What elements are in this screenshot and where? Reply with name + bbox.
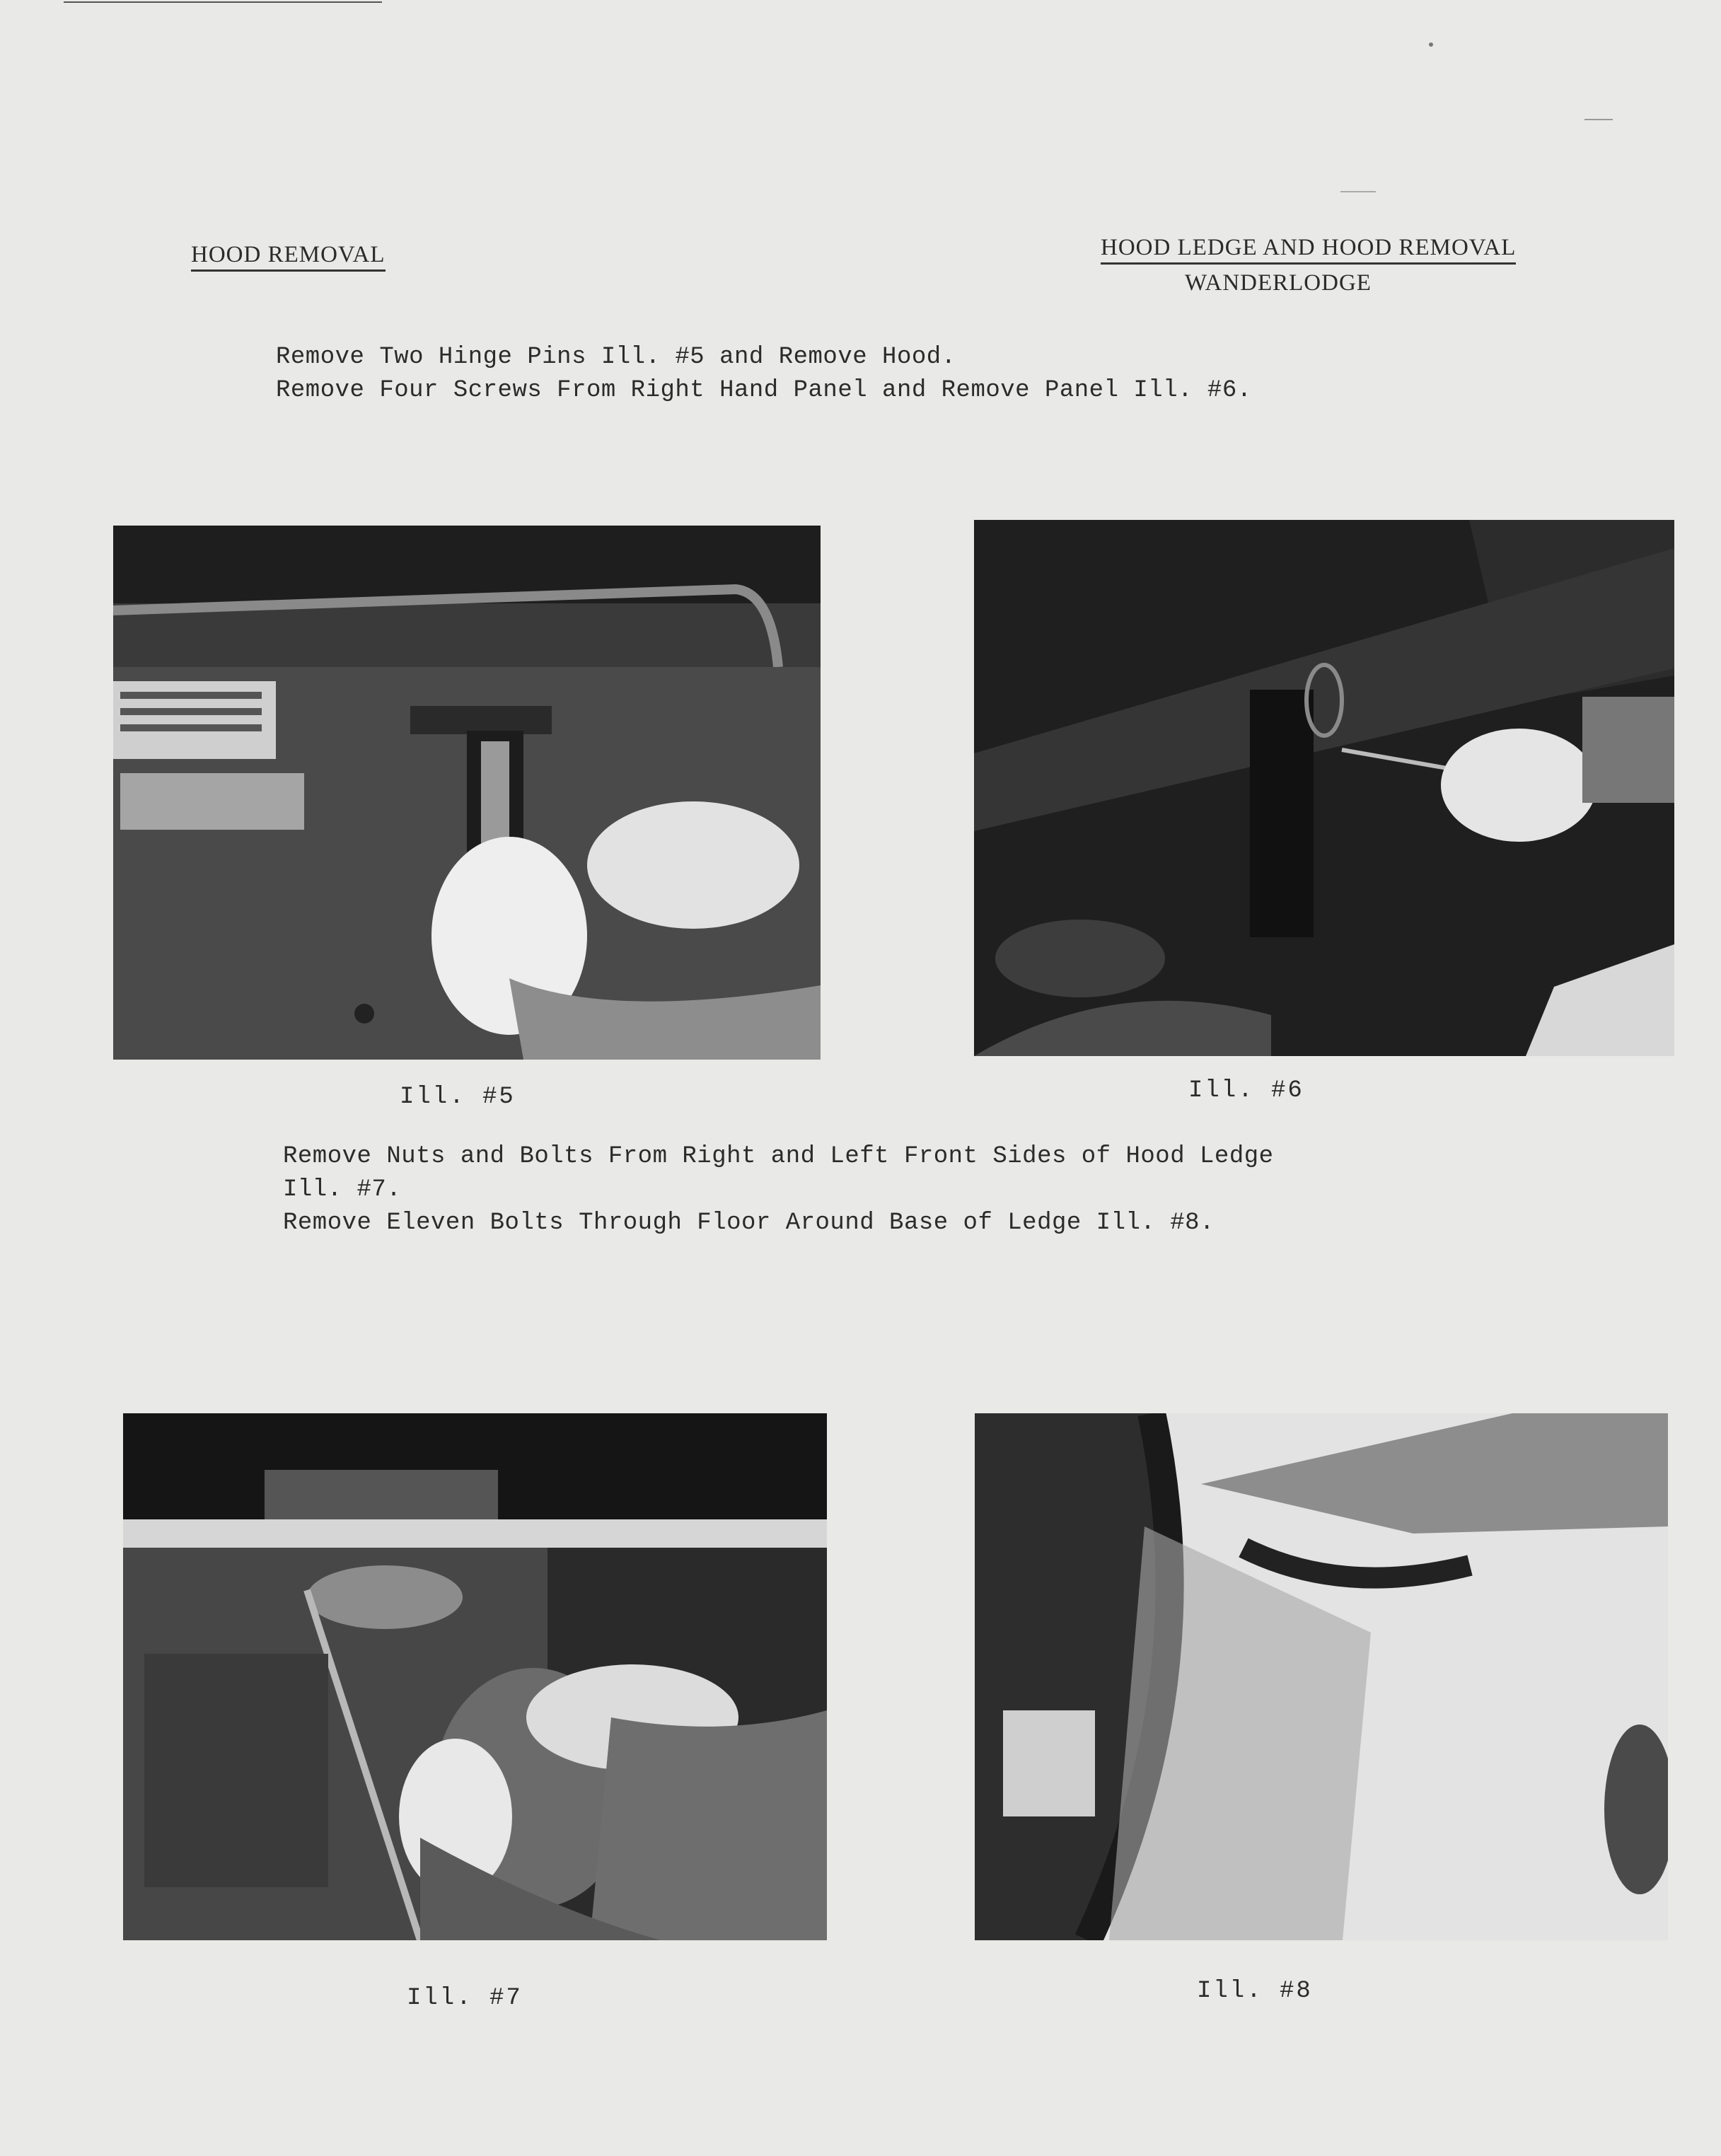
illustration-6-photo	[974, 520, 1674, 1056]
scan-speck	[1584, 119, 1613, 120]
instruction-line: Ill. #7.	[283, 1176, 402, 1203]
section-subtitle: WANDERLODGE	[1185, 270, 1372, 296]
scan-speck	[1340, 191, 1376, 192]
instruction-line: Remove Two Hinge Pins Ill. #5 and Remove Hood.	[276, 344, 956, 371]
illustration-5-photo	[113, 526, 821, 1060]
illustration-8-caption: Ill. #8	[1197, 1978, 1313, 2005]
top-rule	[64, 1, 382, 3]
instruction-line: Remove Eleven Bolts Through Floor Around Base of Ledge Ill. #8.	[283, 1210, 1215, 1236]
illustration-8-photo	[975, 1413, 1668, 1940]
illustration-7-caption: Ill. #7	[407, 1985, 523, 2012]
instruction-block-2	[283, 1140, 1274, 1240]
instruction-line: Remove Four Screws From Right Hand Panel and Remove Panel Ill. #6.	[276, 377, 1252, 404]
illustration-5-caption: Ill. #5	[400, 1084, 516, 1111]
illustration-6-caption: Ill. #6	[1188, 1077, 1304, 1104]
instruction-block-1	[276, 341, 1252, 407]
section-title-left: HOOD REMOVAL	[191, 242, 386, 272]
scan-speck	[1429, 42, 1433, 47]
section-title-right: HOOD LEDGE AND HOOD REMOVAL	[1101, 235, 1516, 265]
instruction-line: Remove Nuts and Bolts From Right and Left Front Sides of Hood Ledge	[283, 1143, 1274, 1170]
illustration-7-photo	[123, 1413, 827, 1940]
